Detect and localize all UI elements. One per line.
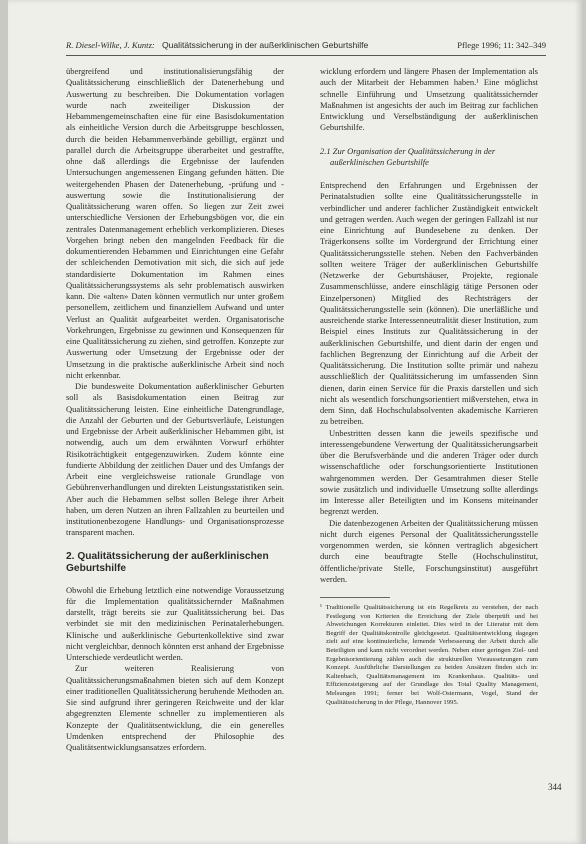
footnote-rule [320, 597, 390, 598]
footnote: ¹ Traditionelle Qualitätssicherung ist ein Regelkreis zu verstehen, der nach Festlegung von Kriterien die Erreichung der Ziele überprüft und bei Abweichungen Korrekturen einleitet. Dies wird in der Literatur mit dem Begriff der Qualitätskontrolle gleichgesetzt. Qualitätsentwicklung dagegen zielt auf eine kontinuierliche, lernende Verbesserung der Arbeit durch alle Beteiligten und kann nicht verordnet werden. Neben einer geringen Ziel- und Ergebnisorientierung zählen auch die strukturellen Voraussetzungen zum Konzept. Ausführliche Darstellungen zu beiden Ansätzen finden sich in: Kaltenbach, Qualitätsmanagement im Krankenhaus. Qualitäts- und Effizienzsteigerung auf der Grundlage des Total Quality Management, Melsungen 1991; ferner bei Wolf-Ostermann, Vogel, Stand der Qualitätssicherung in der Pflege, Hannover 1995. [320, 604, 538, 706]
section-heading: 2. Qualitätssicherung der außerklinischen Geburtshilfe [66, 550, 269, 574]
running-head-title: Qualitätssicherung in der außerklinischen Geburtshilfe [161, 40, 369, 50]
running-head [66, 40, 546, 54]
right-paragraph-4: Die datenbezogenen Arbeiten der Qualitätssicherung müssen nicht durch eigenes Personal der Qualitätssicherungsstelle vorgenommen werden, sie können vertraglich abgesichert durch eine beauftragte Stelle (Hochschulinstitut, öffentliche/private Stelle, Forschungsinstitut) ausgeführt werden. [320, 517, 538, 584]
right-paragraph-1: wicklung erfordern und längere Phasen der Implementation als auch der Mitarbeit der Hebammen haben.¹ Eine möglichst schnelle Einführung und Umsetzung qualitätssichernder Maßnahmen ist angesichts der auch im Beitrag zur fachlichen Entwicklung und Verselbständigung der außerklinischen Geburtshilfe. [320, 66, 538, 133]
left-paragraph-3: Obwohl die Erhebung letztlich eine notwendige Voraussetzung für die Implementation qualitätssichernder Maßnahmen darstellt, trägt bereits sie zur Qualitätssicherung bei. Das verbindet sie mit den medizinischen Perinatalerhebungen. Klinische und außerklinische Geburtenkollektive sind zwar nicht vergleichbar, dennoch könnten erst anhand der Ergebnisse Unterschiede verdeutlicht werden. [66, 584, 284, 662]
right-column [320, 66, 538, 707]
left-column [66, 66, 284, 753]
left-paragraph-1: übergreifend und institutionalisierungsfähig der Qualitätssicherung einschließlich der Datenerhebung und Auswertung zu beschreiben. Die Dokumentation vorlagen wurde nach zweiteiliger Diskussion der Hebammengemeinschaften eine für eine Basisdokumentation als einheitliche Version durch die Arbeitsgruppe beschlossen, durch die beiden Hebammenverbände gebilligt, ergänzt und parallel durch die Arbeitsgruppe überarbeitet und gestraffte, ohne daß allerdings die Ergebnisse der laufenden Untersuchungen angemessenen Eingang gefunden hätten. Die weitergehenden Phasen der Datenerhebung, -prüfung und -auswertung sowie die Institutionalisierung der Qualitätssicherung waren offen. So liegen zur Zeit zwei unterschiedliche Versionen der Erhebungsbögen vor, die ein zentrales Datenmanagement erheblich verkomplizieren. Dieses Vorgehen bringt neben den mangelnden Feedback für die dokumentierenden Hebammen und Einrichtungen eine Gefahr der schleichenden Demotivation mit sich, die sich auf jede standardisierte Dokumentation im Rahmen eines Qualitätssicherungssystems als sehr problematisch auswirken kann. Die «alten» Daten können vermutlich nur unter großem personellem, zeitlichem und finanziellem Aufwand und unter Verlust an Qualität aufgearbeitet werden. Organisatorische Vorkehrungen, Ergebnisse zu gewinnen und Konsequenzen für eine Qualitätssicherung zu ziehen, sind getroffen. Konzepte zur Auswertung oder Umsetzung der Ergebnisse oder der Umsetzung in die praktische außerklinische Arbeit sind noch nicht erkennbar. [66, 66, 284, 380]
subsection-heading: 2.1 Zur Organisation der Qualitätssicherung in der außerklinischen Geburtshilfe [320, 145, 496, 167]
page-number: 344 [548, 782, 562, 792]
running-head-source: Pflege 1996; 11: 342–349 [457, 40, 546, 50]
right-paragraph-3: Unbestritten dessen kann die jeweils spezifische und interessengebundene Verwertung der Qualitätssicherungsarbeit über die Berufsverbände und die anderen Träger oder durch wissenschaftliche oder forschungsorientierte Institutionen wahrgenommen werden. Der Gesamtrahmen dieser Stelle sowie zusätzlich und individuelle Umsetzung sollte allerdings im Interesse aller Beteiligten und im Konsens miteinander begrenzt werden. [320, 427, 538, 517]
running-head-authors: R. Diesel-Wilke, J. Kuntz: [66, 40, 155, 50]
journal-page [8, 0, 582, 844]
header-rule [66, 55, 546, 56]
right-paragraph-2: Entsprechend den Erfahrungen und Ergebnissen der Perinatalstudien sollte eine Qualitätssicherungsstelle in verbindlicher und anderer fachlicher Zuständigkeit entwickelt und getragen werden. Auch wegen der geringen Fallzahl ist nur eine Einrichtung auf Bundesebene zu denken. Der Trägerkonsens sollte im Vordergrund der Errichtung einer Qualitätssicherungsstelle stehen. Neben den Fachverbänden sollten weitere Träger der außerklinischen Geburtshilfe (Netzwerke der Geburtshäuser, Projekte, regionale Zusammenschlüsse, andere einschlägig tätige Personen oder Einzelpersonen) Mitglied des Rechtsträgers der Qualitätssicherungsstelle sein (können). Die unerläßliche und ausreichende starke Interessenneutralität dieser Institution, zum Beispiel eines Instituts zur Qualitätssicherung in der außerklinischen Geburtshilfe, und dient darin der engen und fachlichen Begrenzung der Einrichtung auf die Arbeit der Qualitätssicherung. Die Institution sollte primär und nahezu ausschließlich der Qualitätssicherung im umfassenden Sinn dienen, darin einen Service für die Praxis darstellen und sich nicht als wesentlich forschungsorientiert mißverstehen, etwa in dem Sinn, daß Hochschulabsolventen akademische Karrieren zu betreiben. [320, 180, 538, 427]
left-paragraph-2: Die bundesweite Dokumentation außerklinischer Geburten soll als Basisdokumentation einen Beitrag zur Qualitätssicherung leisten. Eine einheitliche Datengrundlage, die Anzahl der Geburten und der Geburtsverläufe, Leistungen und Ergebnisse der Arbeit außerklinischer Hebammen gibt, ist notwendig, auch um dem erwähnten Vorwurf erhöhter Risikoträchtigkeit entgegenzuwirken. Zudem könnte eine fundierte Abbildung der zeitlichen Dauer und des Umfangs der Arbeit eine vergleichsweise rationale Grundlage von Gebührenverhandlungen und direkten Leistungsstatistiken sein. Aber auch die Hebammen selbst sollen Belege ihrer Arbeit haben, um deren Nutzen an ihren Fallzahlen zu beurteilen und institutionenbezogene Handlungs- und Organisationsprozesse transparent machen. [66, 381, 284, 538]
left-paragraph-4: Zur weiteren Realisierung von Qualitätssicherungsmaßnahmen bieten sich auf dem Konzept einer traditionellen Qualitätssicherung beruhende Methoden an. Sie sind aufgrund ihrer geringeren Reichweite und der klar abgegrenzten Elemente schneller zu implementieren als Konzepte der Qualitätsentwicklung, die ein generelles Umdenken entsprechend der Philosophie des Qualitätsentwicklungsansatzes erfordern. [66, 663, 284, 752]
